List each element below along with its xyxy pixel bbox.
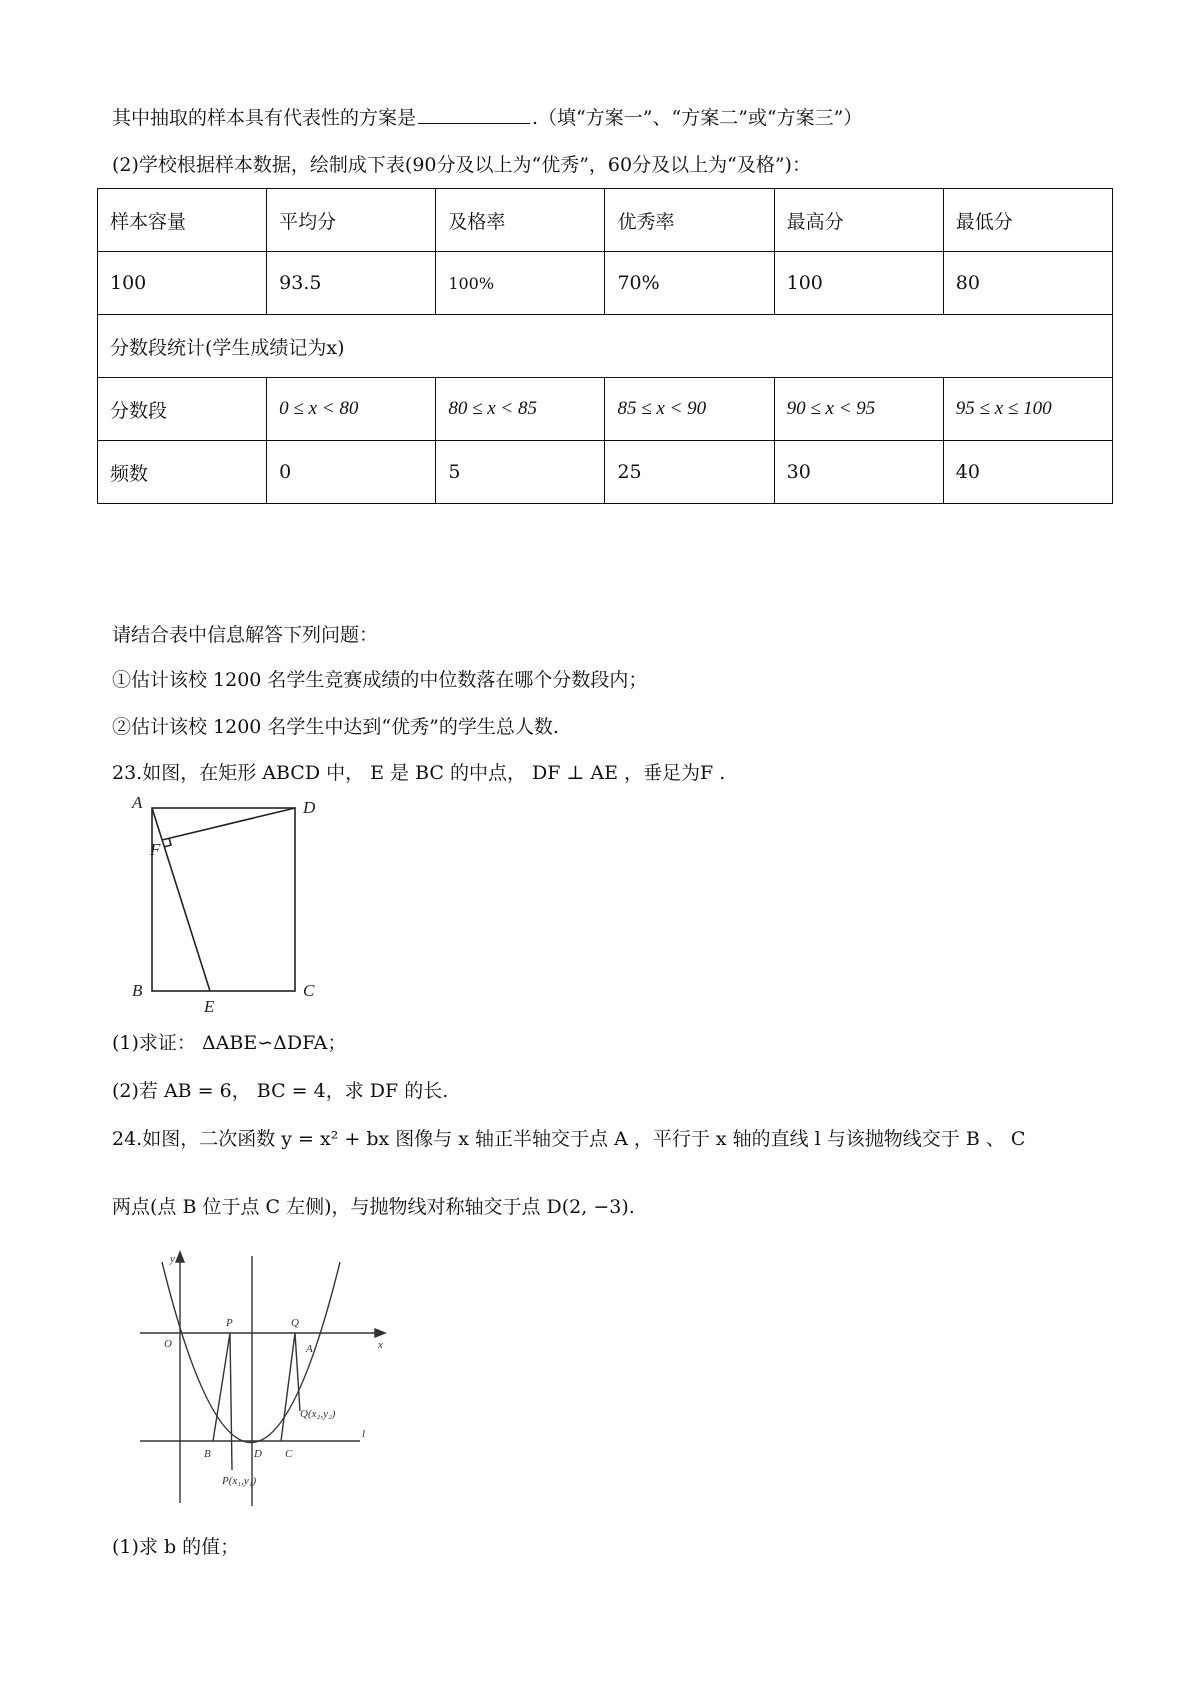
label-q: Q [291,1317,299,1329]
table-header-cell: 优秀率 [605,189,774,252]
label-x: x [378,1339,383,1351]
table-cell: 40 [943,441,1112,504]
q23-stem: 23.如图，在矩形 ABCD 中， E 是 BC 的中点， DF ⊥ AE ，垂足为F . [112,762,726,784]
label-l: l [362,1428,366,1440]
table-header-cell: 最低分 [943,189,1112,252]
x-axis-arrow [375,1329,385,1337]
q22-sub1: ①估计该校 1200 名学生竞赛成绩的中位数落在哪个分数段内； [112,669,648,691]
label-a: A [306,1343,313,1355]
label-o: O [164,1338,172,1350]
table-cell: 90 ≤ x < 95 [774,378,943,441]
label-d: D [254,1448,262,1460]
y-axis-arrow [176,1252,184,1262]
table-header-cell: 及格率 [436,189,605,252]
table-row [98,252,1113,315]
q22-line1 [112,103,862,130]
table-cell: 频数 [98,441,267,504]
answer-blank [418,105,530,124]
table-row [98,378,1113,441]
table-cell: 分数段 [98,378,267,441]
table-cell: 100 [98,252,267,315]
table-cell: 0 ≤ x < 80 [267,378,436,441]
label-p: P [226,1317,233,1329]
q22-prompt: 请结合表中信息解答下列问题： [112,624,379,646]
table-section-title: 分数段统计(学生成绩记为x) [98,315,1113,378]
table-cell: 0 [267,441,436,504]
q23-part1: (1)求证： ΔABE∽ΔDFA； [112,1032,347,1054]
label-p1: P(x₁,y₁) [222,1475,257,1487]
label-b: B [204,1448,211,1460]
q22-line2: (2)学校根据样本数据，绘制成下表(90分及以上为“优秀”，60分及以上为“及格”)： [112,154,811,176]
rectangle-figure [120,795,320,1015]
label-c: C [303,981,315,1000]
label-a: A [132,793,143,812]
table-cell: 95 ≤ x ≤ 100 [943,378,1112,441]
label-c: C [285,1448,293,1460]
q22-line1-pre: 其中抽取的样本具有代表性的方案是 [112,107,417,129]
label-b: B [132,981,143,1000]
q24-stem2: 两点(点 B 位于点 C 左侧)，与抛物线对称轴交于点 D(2, −3). [112,1196,635,1218]
table-cell: 25 [605,441,774,504]
table-cell: 85 ≤ x < 90 [605,378,774,441]
table-row [98,315,1113,378]
table-cell: 80 ≤ x < 85 [436,378,605,441]
q24-stem1: 24.如图，二次函数 y = x² + bx 图像与 x 轴正半轴交于点 A ，平行于 x 轴的直线 l 与该抛物线交于 B 、 C [112,1128,1026,1150]
label-e: E [204,997,215,1016]
segment-p [213,1333,232,1470]
label-f: F [150,840,161,859]
table-cell: 5 [436,441,605,504]
label-q2: Q(x₂,y₂) [300,1408,336,1420]
table-header-cell: 最高分 [774,189,943,252]
q22-line1-post: .（填“方案一”、“方案二”或“方案三”） [532,107,863,129]
segment-q [281,1333,300,1441]
table-cell: 100 [774,252,943,315]
q24-part1: (1)求 b 的值； [112,1536,240,1558]
q22-sub2: ②估计该校 1200 名学生中达到“优秀”的学生总人数. [112,716,559,738]
rectangle-abcd [152,808,295,991]
table-cell: 70% [605,252,774,315]
table-row [98,189,1113,252]
table-header-cell: 样本容量 [98,189,267,252]
table-cell: 80 [943,252,1112,315]
table-header-cell: 平均分 [267,189,436,252]
q23-part2: (2)若 AB = 6， BC = 4，求 DF 的长. [112,1080,449,1102]
table-cell: 30 [774,441,943,504]
label-d: D [303,798,316,817]
table-cell: 100% [436,252,605,315]
label-y: y [170,1253,175,1265]
table-row [98,441,1113,504]
parabola-figure [140,1248,390,1508]
score-table [97,188,1113,504]
segment-df [162,808,295,840]
table-cell: 93.5 [267,252,436,315]
